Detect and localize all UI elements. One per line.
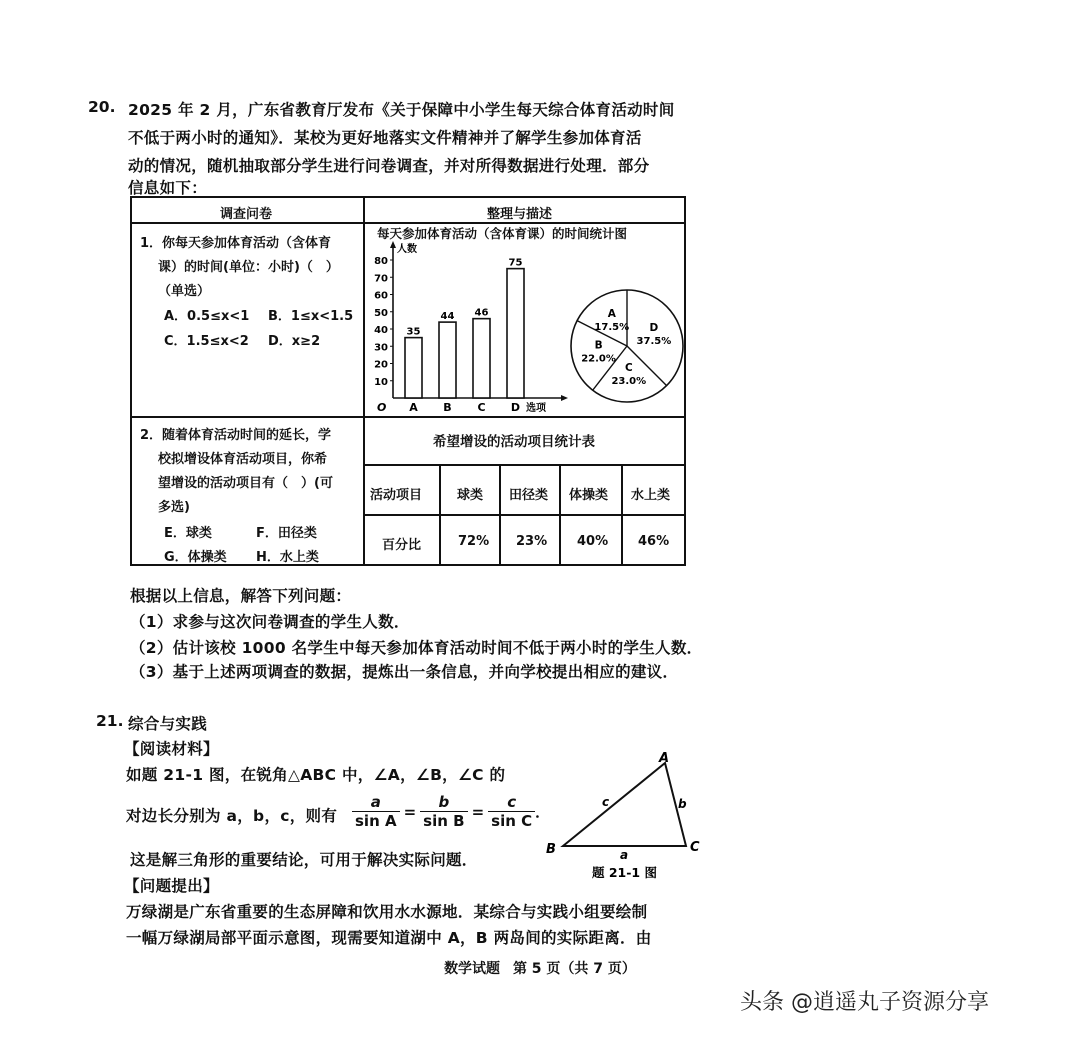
triangle-abc	[563, 763, 686, 846]
survey2-option-g: G．体操类	[164, 550, 227, 565]
stats-value-track: 23%	[516, 534, 548, 549]
x-category-label: A	[409, 401, 418, 414]
vertex-c-label: C	[690, 840, 700, 855]
x-axis-label: 选项	[526, 403, 546, 414]
fraction-a-den: sin A	[352, 811, 400, 830]
survey1-line-2: 课）的时间(单位：小时)（ ）	[158, 260, 339, 275]
q20-line-1: 2025 年 2 月，广东省教育厅发布《关于保障中小学生每天综合体育活动时间	[128, 101, 675, 119]
q20-intro: 根据以上信息，解答下列问题：	[130, 587, 352, 605]
q21-reading-header: 【阅读材料】	[124, 740, 219, 758]
side-a-label: a	[620, 848, 629, 862]
chart-area	[365, 224, 684, 416]
fraction-c-num: c	[507, 793, 517, 811]
fraction-c-den: sin C	[488, 811, 535, 830]
triangle-figure	[540, 750, 720, 885]
y-tick-label: 10	[374, 376, 388, 388]
stats-value-water: 46%	[638, 534, 670, 549]
x-category-label: B	[443, 401, 452, 414]
fraction-b-den: sin B	[420, 811, 467, 830]
page-footer	[0, 958, 1080, 978]
y-tick-label: 40	[374, 325, 388, 336]
x-axis-arrow	[561, 395, 568, 401]
y-tick-label: 20	[374, 359, 388, 371]
survey2-line-4: 多选)	[158, 500, 190, 515]
col1-header: 调查问卷	[220, 207, 273, 222]
bar-A	[405, 338, 422, 398]
footer-subject: 数学试题	[444, 961, 501, 977]
y-axis-arrow	[390, 241, 396, 248]
bar-value-label: 35	[406, 326, 421, 338]
y-tick-label: 80	[374, 256, 388, 267]
q20-line-4: 信息如下：	[128, 179, 208, 197]
survey2-line-3: 望增设的活动项目有（ ）(可	[158, 476, 333, 491]
survey1-option-a: A．0.5≤x<1	[164, 309, 250, 324]
stats-col-track: 田径类	[509, 488, 549, 503]
stats-value-gym: 40%	[577, 534, 609, 549]
q20-line-3: 动的情况，随机抽取部分学生进行问卷调查，并对所得数据进行处理．部分	[128, 157, 650, 175]
side-b-label: b	[678, 797, 687, 811]
fraction-a-num: a	[370, 793, 381, 811]
bar-B	[439, 322, 456, 398]
q21-line-4: 万绿湖是广东省重要的生态屏障和饮用水水源地．某综合与实践小组要绘制	[126, 903, 648, 921]
survey1-line-1: 1．你每天参加体育活动（含体育	[140, 236, 332, 251]
pie-label-D: D	[649, 321, 659, 334]
survey1-option-d: D．x≥2	[268, 334, 321, 349]
survey2-option-h: H．水上类	[256, 550, 319, 565]
q20-number: 20.	[88, 98, 116, 116]
stats-col-line-2	[499, 464, 501, 564]
fraction-a	[352, 793, 400, 830]
watermark-text: 头条 @逍遥丸子资源分享	[740, 990, 989, 1015]
pie-label-C: C	[624, 362, 633, 375]
q20-sub-2: （2）估计该校 1000 名学生中每天参加体育活动时间不低于两小时的学生人数．	[130, 639, 703, 657]
formula-period: ．	[535, 803, 551, 821]
vertex-b-label: B	[546, 842, 556, 857]
stats-divider-1	[363, 464, 684, 466]
survey1-option-b: B．1≤x<1.5	[268, 309, 354, 324]
law-of-sines-formula	[352, 793, 550, 830]
bar-value-label: 75	[508, 257, 523, 269]
q21-line-5: 一幅万绿湖局部平面示意图，现需要知道湖中 A，B 两岛间的实际距离．由	[126, 929, 652, 947]
bar-value-label: 46	[474, 307, 489, 319]
equals-2: =	[471, 802, 485, 821]
stats-col-line-3	[559, 464, 561, 564]
pie-label-A: A	[607, 308, 616, 321]
footer-page: 第 5 页（共 7 页）	[512, 961, 636, 977]
bar-value-label: 44	[440, 311, 455, 323]
bar-C	[473, 319, 490, 398]
pie-percent-A: 17.5%	[594, 322, 630, 334]
fraction-c	[488, 793, 535, 830]
q21-line-2-prefix: 对边长分别为 a，b，c，则有	[126, 807, 338, 825]
stats-col-ball: 球类	[457, 488, 484, 503]
q20-sub-3: （3）基于上述两项调查的数据，提炼出一条信息，并向学校提出相应的建议．	[130, 663, 679, 681]
y-tick-label: 50	[374, 307, 388, 319]
pie-label-B: B	[594, 339, 603, 352]
x-category-label: C	[477, 401, 486, 414]
stats-row-label: 百分比	[382, 538, 422, 553]
survey2-line-1: 2．随着体育活动时间的延长，学	[140, 428, 332, 443]
survey1-line-3: （单选）	[158, 284, 211, 299]
bar-D	[507, 269, 524, 398]
y-tick-label: 30	[374, 342, 388, 354]
y-axis-label: 人数	[397, 244, 417, 255]
equals-1: =	[403, 802, 417, 821]
col2-header: 整理与描述	[487, 207, 553, 222]
stats-col-water: 水上类	[631, 488, 671, 503]
pie-chart	[571, 290, 683, 402]
y-tick-label: 60	[374, 290, 388, 302]
survey2-option-f: F．田径类	[256, 526, 317, 541]
pie-percent-C: 23.0%	[611, 376, 647, 388]
q21-line-3: 这是解三角形的重要结论，可用于解决实际问题．	[130, 851, 478, 869]
bar-chart-title: 每天参加体育活动（含体育课）的时间统计图	[377, 226, 628, 241]
q20-line-2: 不低于两小时的通知》．某校为更好地落实文件精神并了解学生参加体育活	[128, 129, 642, 147]
stats-col-gym: 体操类	[569, 488, 609, 503]
origin-label: O	[377, 401, 387, 414]
q21-line-1: 如题 21-1 图，在锐角△ABC 中，∠A，∠B，∠C 的	[126, 766, 506, 784]
survey2-option-e: E．球类	[164, 526, 212, 541]
table-divider-h2	[132, 416, 684, 418]
survey1-option-c: C．1.5≤x<2	[164, 334, 249, 349]
fraction-b-num: b	[438, 793, 450, 811]
vertex-a-label: A	[659, 751, 670, 766]
pie-percent-B: 22.0%	[581, 353, 616, 365]
stats-divider-2	[363, 514, 684, 516]
fraction-b	[420, 793, 467, 830]
pie-percent-D: 37.5%	[636, 335, 672, 347]
survey2-line-2: 校拟增设体育活动项目，你希	[158, 452, 328, 467]
stats-table-title: 希望增设的活动项目统计表	[433, 434, 595, 450]
q21-problem-header: 【问题提出】	[124, 877, 219, 895]
q21-title: 综合与实践	[128, 715, 208, 733]
stats-col-line-1	[439, 464, 441, 564]
x-category-label: D	[510, 401, 521, 414]
q21-number: 21.	[96, 712, 124, 730]
survey-table	[130, 196, 686, 566]
stats-col-line-4	[621, 464, 623, 564]
figure-caption: 题 21-1 图	[592, 865, 657, 880]
stats-value-ball: 72%	[458, 534, 490, 549]
bar-chart	[374, 241, 568, 414]
q20-sub-1: （1）求参与这次问卷调查的学生人数．	[130, 613, 410, 631]
stats-header-label: 活动项目	[370, 488, 423, 503]
y-tick-label: 70	[374, 273, 388, 285]
side-c-label: c	[602, 795, 610, 809]
